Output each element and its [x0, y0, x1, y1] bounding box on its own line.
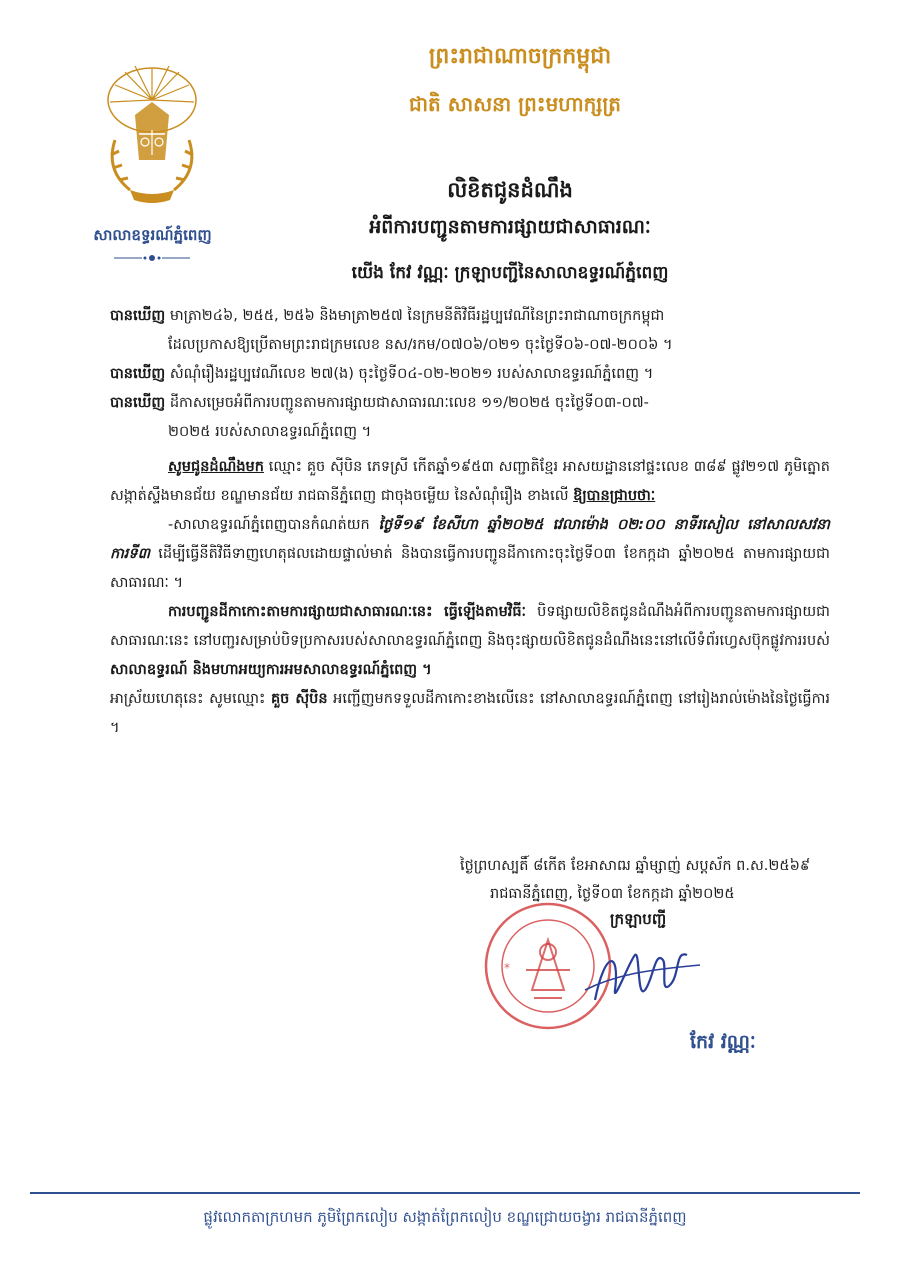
consideration-label: បានឃើញ [110, 308, 166, 324]
lunar-date: ថ្ងៃព្រហស្បតិ៍ ៨កើត ខែអាសាឍ ឆ្នាំម្សាញ់ សប្តស័ក ព.ស.២៥៦៩ [460, 858, 811, 874]
national-motto: ជាតិ សាសនា ព្រះមហាក្សត្រ [409, 92, 621, 116]
letter-body [110, 302, 830, 743]
consideration-text: សំណុំរឿងរដ្ឋប្បវេណីលេខ ២៧(ង) ចុះថ្ងៃទី០៤-០២-២០២១ របស់សាលាឧទ្ធរណ៍ភ្នំពេញ ។ [169, 366, 654, 382]
footer-divider [30, 1192, 860, 1194]
ornament-divider [112, 252, 192, 264]
signer-name: កែវ វណ្ណៈ [690, 1031, 756, 1053]
consideration-3 [110, 389, 830, 418]
hearing-paragraph [110, 511, 830, 598]
hearing-prefix: -សាលាឧទ្ធរណ៍ភ្នំពេញបានកំណត់យក [168, 517, 379, 533]
request-paragraph [110, 685, 830, 743]
procedure-lead: ការបញ្ជូនដីកាកោះតាមការផ្សាយជាសាធារណៈនេះ ធ្វើឡើងតាមវិធីៈ [168, 604, 527, 620]
document-subtitle: អំពីការបញ្ជូនតាមការផ្សាយជាសាធារណៈ [369, 216, 651, 238]
handwritten-signature [575, 930, 705, 1020]
notice-text: ឈ្មោះ គួច ស៊ីបិន ភេទស្រី កើតឆ្នាំ១៩៥៣ សញ្ជាតិខ្មែរ អាសយដ្ឋាននៅផ្ទះលេខ ៣៨៩ ផ្លូវ២១៧ ភូមិត្នោត សង្កាត់ស្ទឹងមានជ័យ ខណ្ឌមានជ័យ រាជធានីភ្នំពេញ ជាចុងចម្លើយ នៃសំណុំរឿង ខាងលើ [110, 459, 830, 504]
request-prefix: អាស្រ័យហេតុនេះ សូមឈ្មោះ [110, 691, 271, 707]
consideration-text: មាត្រា២៤៦, ២៥៥, ២៥៦ និងមាត្រា២៥៧ នៃក្រមនីតិវិធីរដ្ឋប្បវេណីនៃព្រះរាជាណាចក្រកម្ពុជា [169, 308, 665, 324]
notice-inform: ឱ្យបានជ្រាបថាៈ [573, 488, 656, 504]
consideration-3-continuation: ២០២៥ របស់សាលាឧទ្ធរណ៍ភ្នំពេញ ។ [168, 424, 372, 440]
court-name: សាលាឧទ្ធរណ៍ភ្នំពេញ [93, 226, 212, 244]
document-title: លិខិតជូនដំណឹង [447, 178, 573, 202]
consideration-1-continuation: ដែលប្រកាសឱ្យប្រើតាមព្រះរាជក្រមលេខ នស/រកម/០៧០៦/០២១ ចុះថ្ងៃទី០៦-០៧-២០០៦ ។ [168, 337, 673, 353]
gregorian-date: រាជធានីភ្នំពេញ, ថ្ងៃទី០៣ ខែកក្កដា ឆ្នាំ២០២៥ [490, 886, 735, 902]
hearing-suffix: ដើម្បីធ្វើនីតិវិធីទាញហេតុផលដោយផ្ទាល់មាត់ និងបានធ្វើការបញ្ជូនដីកាកោះចុះថ្ងៃទី០៣ ខែកក្កដា ឆ្នាំ២០២៥ តាមការផ្សាយជាសាធារណៈ ។ [110, 546, 830, 591]
request-suffix: អញ្ជើញមកទទួលដីកាកោះខាងលើនេះ នៅសាលាឧទ្ធរណ៍ភ្នំពេញ នៅរៀងរាល់ម៉ោងនៃថ្ងៃធ្វើការ ។ [110, 691, 830, 736]
consideration-label: បានឃើញ [110, 395, 166, 411]
signer-title: ក្រឡាបញ្ជី [610, 910, 667, 928]
hearing-datetime: ថ្ងៃទី១៩ ខែសីហា ឆ្នាំ២០២៥ វេលាម៉ោង ០២:០០ នាទីរសៀល នៅសាលសវនាការទី៣ [110, 517, 830, 562]
procedure-text: បិទផ្សាយលិខិតជូនដំណឹងអំពីការបញ្ជូនតាមការផ្សាយជាសាធារណៈនេះ នៅបញ្ជរសម្រាប់បិទប្រកាសរបស់សាលាឧទ្ធរណ៍ភ្នំពេញ និងចុះផ្សាយលិខិតជូនដំណឹងនេះនៅលើទំព័រហ្វេសប៊ុកផ្លូវការរបស់ [110, 604, 830, 649]
defendant-name: គួច ស៊ីបិន [270, 691, 328, 707]
footer-address: ផ្លូវលោកតាក្រហមក ភូមិព្រែកលៀប សង្កាត់ព្រែកលៀប ខណ្ឌជ្រោយចង្វារ រាជធានីភ្នំពេញ [203, 1208, 687, 1226]
consideration-text: ដីកាសម្រេចអំពីការបញ្ជូនតាមការផ្សាយជាសាធារណៈលេខ ១១/២០២៥ ចុះថ្ងៃទី០៣-០៧- [169, 395, 649, 411]
consideration-2 [110, 360, 830, 389]
kingdom-header: ព្រះរាជាណាចក្រកម្ពុជា [428, 44, 612, 69]
consideration-1 [110, 302, 830, 331]
procedure-paragraph [110, 598, 830, 685]
svg-text:*: * [504, 961, 510, 975]
court-emblem [95, 60, 210, 205]
procedure-bold-end: សាលាឧទ្ធរណ៍ និងមហាអយ្យការអមសាលាឧទ្ធរណ៍ភ្នំពេញ ។ [110, 662, 432, 678]
notice-lead: សូមជូនដំណឹងមក [168, 459, 264, 475]
sender-line: យើង កែវ វណ្ណៈ ក្រឡាបញ្ជីនៃសាលាឧទ្ធរណ៍ភ្នំពេញ [351, 263, 669, 283]
consideration-label: បានឃើញ [110, 366, 166, 382]
notice-paragraph [110, 453, 830, 511]
